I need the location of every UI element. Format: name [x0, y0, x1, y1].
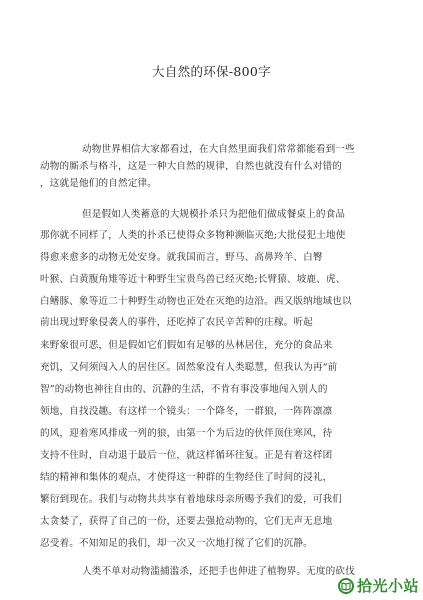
text-line: 结的精神和集体的观点，才使得这一种群的生物经住了时间的浸礼， [40, 472, 333, 483]
text-line: 领地，自找没趣。有这样一个镜头：一个降冬，一群狼，一阵阵凛凛 [40, 406, 333, 417]
text-line: 那你就不同样了，人类的扑杀已使得众多物种濒临灭绝;大批侵犯土地使 [40, 230, 346, 241]
text-line: 人类不单对动物滥捕滥杀，还把手也伸进了植物界。无度的砍伐 [82, 566, 355, 577]
text-line: 动物的厮杀与格斗，这是一种大自然的规律，自然也就没有什么对错的 [40, 161, 343, 172]
text-line: 但是假如人类蓄意的大规模扑杀只为把他们做成餐桌上的食品 [82, 209, 346, 220]
page-title: 大自然的环保-800字 [152, 64, 271, 79]
text-line: 太贪婪了，获得了自己的一份，还要去强抢动物的，它们无声无息地 [40, 516, 333, 527]
text-line: 支持不住时，自动退于最后一位，就这样循环往复。正是有着这样团 [40, 450, 333, 461]
text-line: 白鳍豚、象等近二十种野生动物也正处在灭绝的边沿。西又版纳地域也以 [40, 296, 352, 307]
book-icon [338, 578, 354, 594]
text-line: 来野象很可恶，但是假如它们假如有足够的丛林居住，充分的食品来 [40, 340, 333, 351]
text-line: 智”的动物也神往自由的、沉静的生活，不肯有事没事地闯入别人的 [40, 384, 328, 395]
text-line: 动物世界相信大家都看过，在大自然里面我们常常都能看到一些 [82, 144, 355, 155]
text-line: 叶猴、白黄腹角雉等近十种野生宝贵鸟兽已经灭绝;长臂猿、坡鹿、虎、 [40, 274, 346, 285]
text-line: 得愈来愈多的动物无处安身。就我国而言，野马、高鼻羚羊、白臀 [40, 252, 323, 263]
text-line: 繁衍到现在。我们与动物共共享有着地球母亲所赐予我们的爱，可我们 [40, 494, 343, 505]
text-line: 前出现过野象侵袭人的事件，还吃掉了农民辛苦种的庄稼。听起 [40, 317, 313, 328]
text-line: 的风，迎着寒风排成一列的狼，由第一个为后边的伙伴顶住寒风，待 [40, 428, 333, 439]
text-line: 充饥，又何须闯入人的居住区。固然象没有人类聪慧，但我认为再“前 [40, 362, 338, 373]
watermark-badge [338, 575, 419, 596]
watermark-label: 拾光小站 [356, 577, 419, 595]
text-line: ，这就是他们的自然定律。 [40, 178, 157, 189]
text-line: 忍受着。不知知足的我们，却一次又一次地打搅了它们的沉静。 [40, 538, 313, 549]
